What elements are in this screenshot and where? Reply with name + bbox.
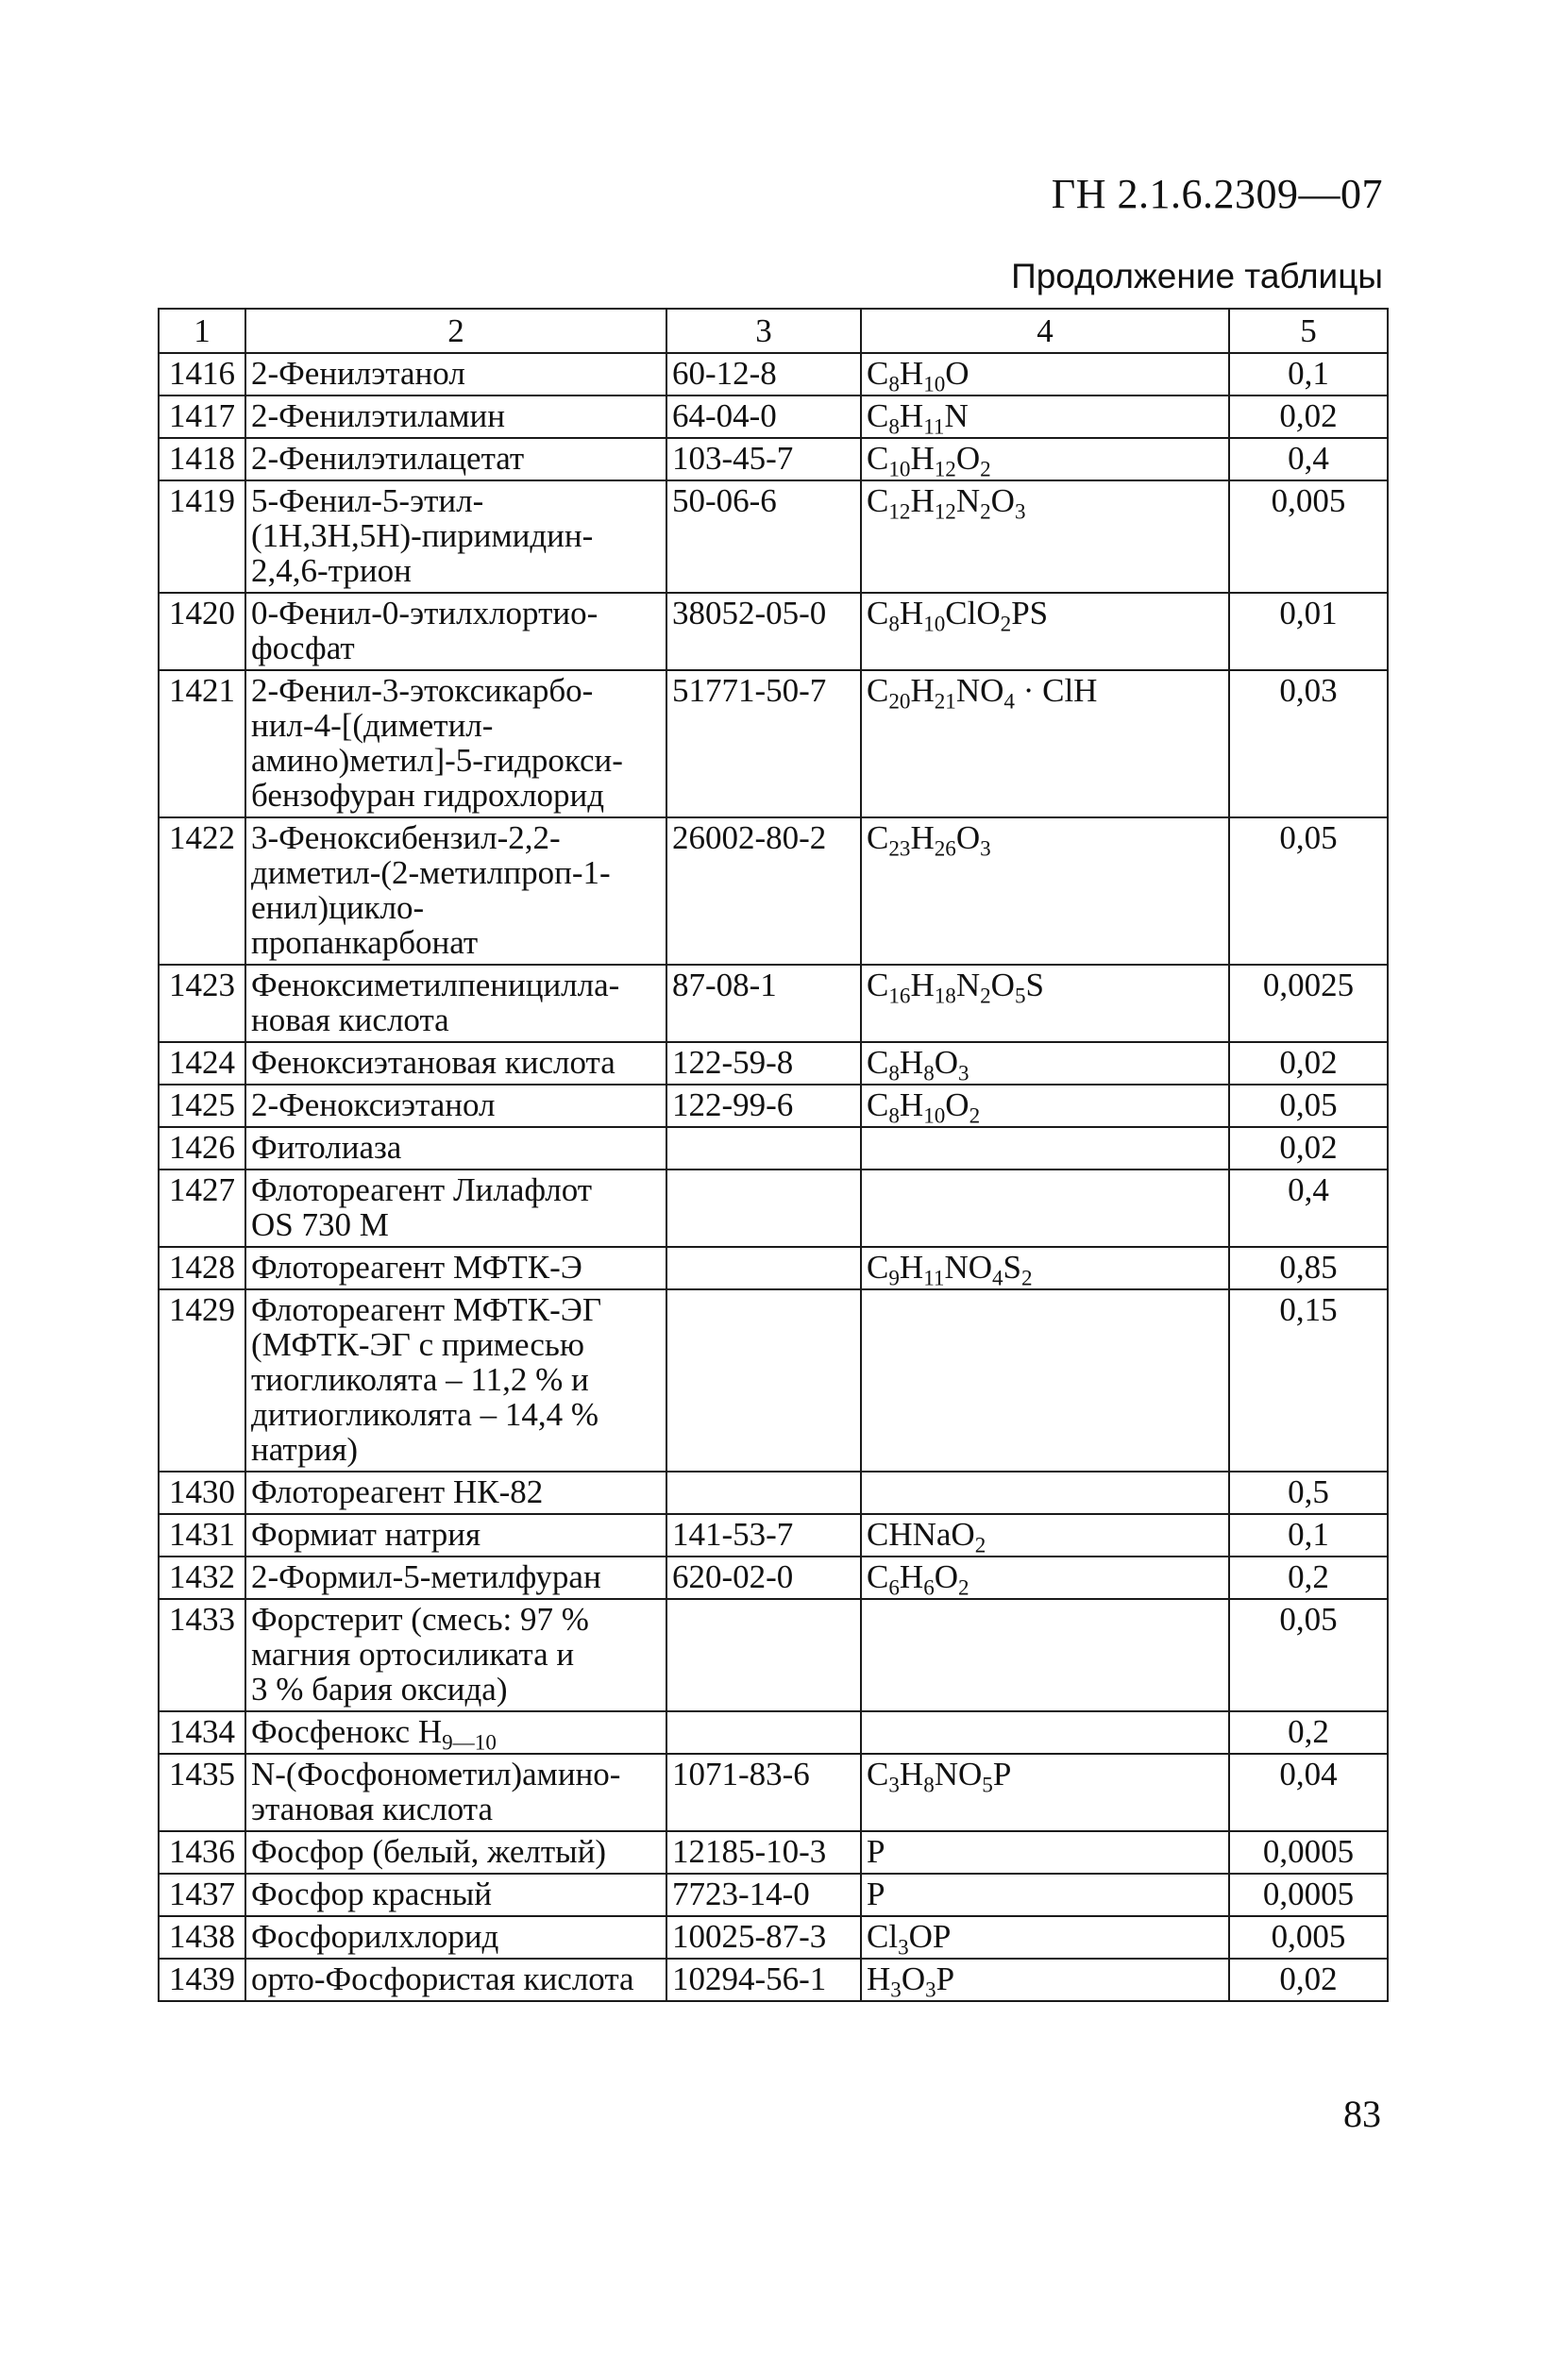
table-row	[159, 1599, 1388, 1711]
substance-name: орто-Фосфористая кислота	[245, 1959, 666, 2001]
concentration-limit: 0,0005	[1229, 1874, 1388, 1916]
table-row	[159, 1754, 1388, 1831]
row-number: 1434	[159, 1711, 245, 1754]
cas-number: 7723-14-0	[666, 1874, 861, 1916]
cas-number	[666, 1127, 861, 1170]
row-number: 1417	[159, 395, 245, 438]
table-row	[159, 965, 1388, 1042]
chemical-formula	[861, 1711, 1229, 1754]
chemical-formula: $C_8H_{10}O$	[861, 353, 1229, 395]
chemical-formula: $C_{16}H_{18}N_2O_5S$	[861, 965, 1229, 1042]
row-number: 1419	[159, 480, 245, 593]
cas-number: 38052-05-0	[666, 593, 861, 670]
cas-number	[666, 1472, 861, 1514]
concentration-limit: 0,005	[1229, 480, 1388, 593]
chemical-formula: $C_{20}H_{21}NO_4$ · ClH	[861, 670, 1229, 817]
row-number: 1425	[159, 1085, 245, 1127]
substance-name: 2-Фенил-3-этоксикарбо- нил-4-[(диметил- амино)метил]-5-гидрокси- бензофуран гидрохлорид	[245, 670, 666, 817]
concentration-limit: 0,02	[1229, 395, 1388, 438]
cas-number: 141-53-7	[666, 1514, 861, 1557]
substance-name: Феноксиметилпеницилла- новая кислота	[245, 965, 666, 1042]
chemical-formula: $C_8H_{11}N$	[861, 395, 1229, 438]
substance-name: Формиат натрия	[245, 1514, 666, 1557]
chemical-formula	[861, 1472, 1229, 1514]
row-number: 1435	[159, 1754, 245, 1831]
substance-name: N-(Фосфонометил)амино- этановая кислота	[245, 1754, 666, 1831]
concentration-limit: 0,05	[1229, 817, 1388, 965]
column-number: 3	[666, 309, 861, 353]
column-number-row	[159, 309, 1388, 353]
table-row	[159, 1042, 1388, 1085]
concentration-limit: 0,02	[1229, 1959, 1388, 2001]
substance-name: Форстерит (смесь: 97 % магния ортосиликата и 3 % бария оксида)	[245, 1599, 666, 1711]
row-number: 1433	[159, 1599, 245, 1711]
cas-number: 10294-56-1	[666, 1959, 861, 2001]
table-row	[159, 1916, 1388, 1959]
concentration-limit: 0,15	[1229, 1289, 1388, 1472]
chemical-formula: $C_{12}H_{12}N_2O_3$	[861, 480, 1229, 593]
chemical-formula: $C_{10}H_{12}O_2$	[861, 438, 1229, 480]
document-code: ГН 2.1.6.2309—07	[1051, 171, 1383, 217]
substance-name: Фитолиаза	[245, 1127, 666, 1170]
substance-name: Флотореагент МФТК-ЭГ (МФТК-ЭГ с примесью тиогликолята – 11,2 % и дитиогликолята – 14,4 % натрия)	[245, 1289, 666, 1472]
table-row	[159, 1831, 1388, 1874]
concentration-limit: 0,02	[1229, 1127, 1388, 1170]
cas-number: 26002-80-2	[666, 817, 861, 965]
table-row	[159, 1557, 1388, 1599]
chemical-formula	[861, 1289, 1229, 1472]
chemical-formula	[861, 1127, 1229, 1170]
substance-name: 3-Феноксибензил-2,2- диметил-(2-метилпроп-1- енил)цикло- пропанкарбонат	[245, 817, 666, 965]
chemical-formula	[861, 1599, 1229, 1711]
cas-number: 12185-10-3	[666, 1831, 861, 1874]
concentration-limit: 0,04	[1229, 1754, 1388, 1831]
table-row	[159, 1711, 1388, 1754]
table-row	[159, 593, 1388, 670]
table-row	[159, 480, 1388, 593]
cas-number: 620-02-0	[666, 1557, 861, 1599]
substance-name: Фосфенокс $Н_{9—10}$	[245, 1711, 666, 1754]
concentration-limit: 0,005	[1229, 1916, 1388, 1959]
row-number: 1428	[159, 1247, 245, 1289]
substance-name: Фосфор (белый, желтый)	[245, 1831, 666, 1874]
table-row	[159, 1472, 1388, 1514]
column-number: 4	[861, 309, 1229, 353]
row-number: 1429	[159, 1289, 245, 1472]
chemical-formula: $C_8H_8O_3$	[861, 1042, 1229, 1085]
cas-number	[666, 1599, 861, 1711]
table-row	[159, 1247, 1388, 1289]
concentration-limit: 0,03	[1229, 670, 1388, 817]
row-number: 1424	[159, 1042, 245, 1085]
cas-number: 87-08-1	[666, 965, 861, 1042]
chemical-formula: $C_3H_8NO_5P$	[861, 1754, 1229, 1831]
concentration-limit: 0,05	[1229, 1599, 1388, 1711]
table-row	[159, 817, 1388, 965]
substance-name: Флотореагент Лилафлот OS 730 М	[245, 1170, 666, 1247]
chemical-formula: CHNaO$_2$	[861, 1514, 1229, 1557]
table-row	[159, 1874, 1388, 1916]
chemical-formula: $C_{23}H_{26}O_3$	[861, 817, 1229, 965]
cas-number: 51771-50-7	[666, 670, 861, 817]
table-row	[159, 438, 1388, 480]
table-row	[159, 1127, 1388, 1170]
cas-number	[666, 1170, 861, 1247]
chemical-formula: P	[861, 1874, 1229, 1916]
table-row	[159, 1514, 1388, 1557]
row-number: 1423	[159, 965, 245, 1042]
substance-name: 5-Фенил-5-этил- (1Н,3Н,5Н)-пиримидин- 2,4,6-трион	[245, 480, 666, 593]
row-number: 1430	[159, 1472, 245, 1514]
cas-number: 60-12-8	[666, 353, 861, 395]
table-row	[159, 1170, 1388, 1247]
chemical-formula: $C_6H_6O_2$	[861, 1557, 1229, 1599]
cas-number	[666, 1711, 861, 1754]
cas-number	[666, 1247, 861, 1289]
row-number: 1421	[159, 670, 245, 817]
table-row	[159, 1289, 1388, 1472]
substance-name: Флотореагент МФТК-Э	[245, 1247, 666, 1289]
substance-name: Феноксиэтановая кислота	[245, 1042, 666, 1085]
cas-number: 103-45-7	[666, 438, 861, 480]
cas-number: 64-04-0	[666, 395, 861, 438]
row-number: 1438	[159, 1916, 245, 1959]
substance-name: 2-Фенилэтиламин	[245, 395, 666, 438]
concentration-limit: 0,0025	[1229, 965, 1388, 1042]
column-number: 2	[245, 309, 666, 353]
column-number: 5	[1229, 309, 1388, 353]
concentration-limit: 0,5	[1229, 1472, 1388, 1514]
concentration-limit: 0,1	[1229, 1514, 1388, 1557]
chemical-formula: $Cl_3OP$	[861, 1916, 1229, 1959]
table-row	[159, 670, 1388, 817]
table-row	[159, 1085, 1388, 1127]
substance-name: 2-Феноксиэтанол	[245, 1085, 666, 1127]
table-row	[159, 1959, 1388, 2001]
row-number: 1427	[159, 1170, 245, 1247]
chemical-formula: P	[861, 1831, 1229, 1874]
concentration-limit: 0,2	[1229, 1711, 1388, 1754]
row-number: 1436	[159, 1831, 245, 1874]
row-number: 1422	[159, 817, 245, 965]
cas-number	[666, 1289, 861, 1472]
substances-table	[158, 308, 1389, 2002]
chemical-formula: $C_9H_{11}NO_4S_2$	[861, 1247, 1229, 1289]
row-number: 1431	[159, 1514, 245, 1557]
column-number: 1	[159, 309, 245, 353]
page-number: 83	[1343, 2093, 1381, 2135]
row-number: 1426	[159, 1127, 245, 1170]
chemical-formula	[861, 1170, 1229, 1247]
cas-number: 122-99-6	[666, 1085, 861, 1127]
concentration-limit: 0,4	[1229, 1170, 1388, 1247]
concentration-limit: 0,4	[1229, 438, 1388, 480]
cas-number: 1071-83-6	[666, 1754, 861, 1831]
row-number: 1416	[159, 353, 245, 395]
substance-name: 2-Формил-5-метилфуран	[245, 1557, 666, 1599]
concentration-limit: 0,05	[1229, 1085, 1388, 1127]
table-continuation-label: Продолжение таблицы	[1011, 257, 1383, 295]
cas-number: 10025-87-3	[666, 1916, 861, 1959]
table-row	[159, 395, 1388, 438]
substance-name: Флотореагент НК-82	[245, 1472, 666, 1514]
substance-name: 2-Фенилэтилацетат	[245, 438, 666, 480]
row-number: 1437	[159, 1874, 245, 1916]
substance-name: Фосфорилхлорид	[245, 1916, 666, 1959]
substance-name: 2-Фенилэтанол	[245, 353, 666, 395]
row-number: 1418	[159, 438, 245, 480]
concentration-limit: 0,1	[1229, 353, 1388, 395]
chemical-formula: $C_8H_{10}ClO_2PS$	[861, 593, 1229, 670]
substance-name: Фосфор красный	[245, 1874, 666, 1916]
concentration-limit: 0,02	[1229, 1042, 1388, 1085]
concentration-limit: 0,01	[1229, 593, 1388, 670]
concentration-limit: 0,85	[1229, 1247, 1388, 1289]
row-number: 1432	[159, 1557, 245, 1599]
concentration-limit: 0,2	[1229, 1557, 1388, 1599]
table-row	[159, 353, 1388, 395]
row-number: 1420	[159, 593, 245, 670]
cas-number: 50-06-6	[666, 480, 861, 593]
concentration-limit: 0,0005	[1229, 1831, 1388, 1874]
chemical-formula: $C_8H_{10}O_2$	[861, 1085, 1229, 1127]
chemical-formula: $H_3O_3P$	[861, 1959, 1229, 2001]
cas-number: 122-59-8	[666, 1042, 861, 1085]
row-number: 1439	[159, 1959, 245, 2001]
substance-name: 0-Фенил-0-этилхлортио- фосфат	[245, 593, 666, 670]
